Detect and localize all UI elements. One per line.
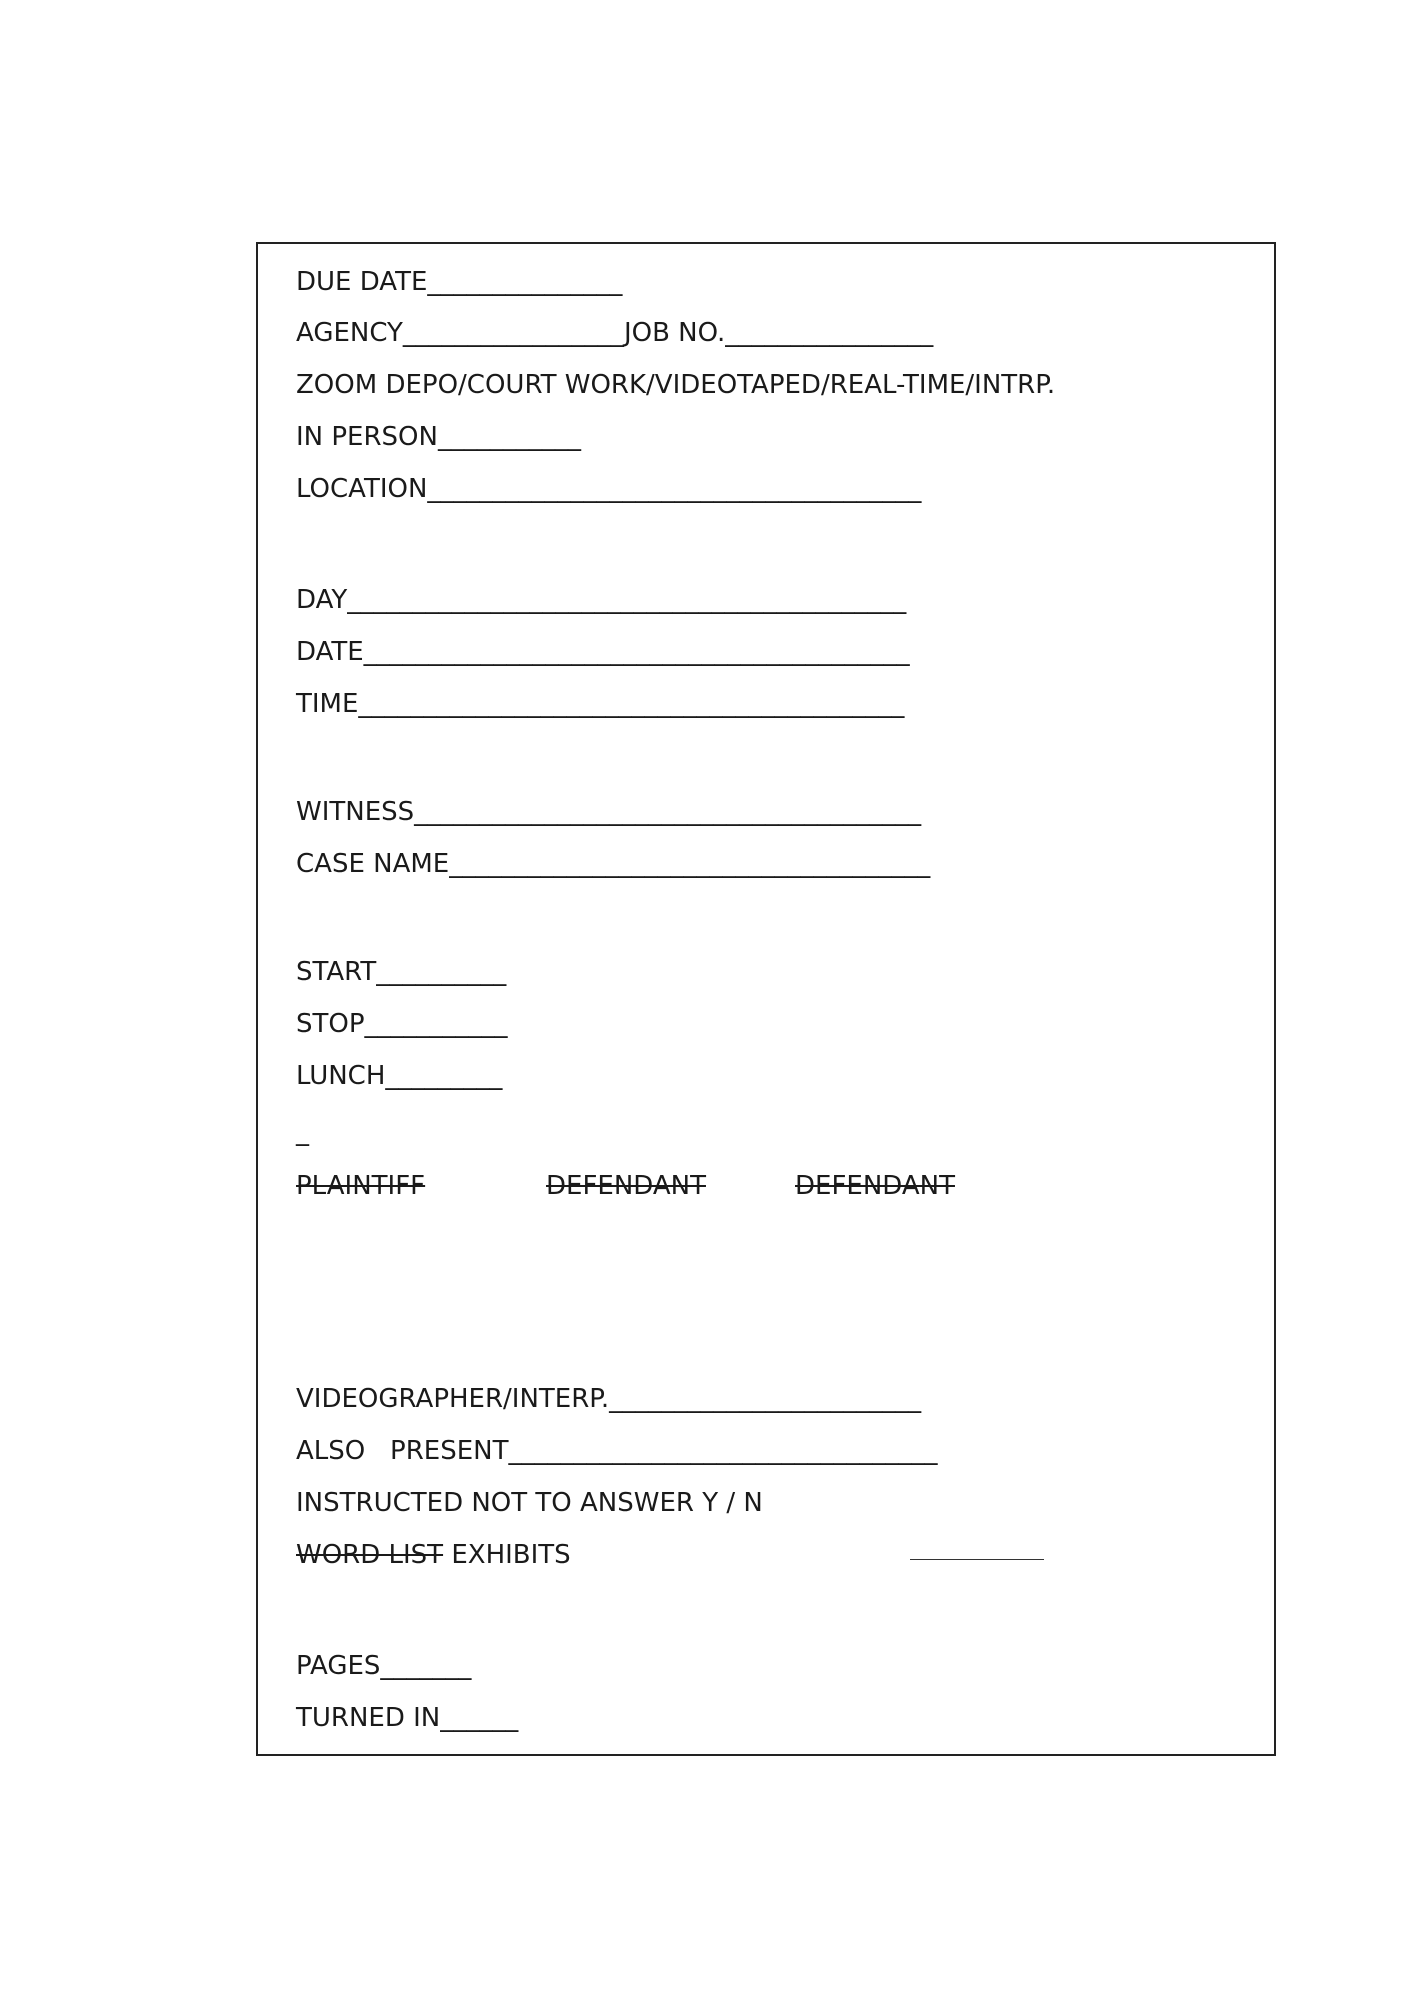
word-list-exhibits-line [296,1539,571,1571]
word-list-label: WORD LIST [296,1540,444,1570]
case-name-field[interactable]: CASE NAME_____________________________________ [296,849,931,879]
agency-label: AGENCY_________________ [296,318,624,348]
agency-field[interactable] [296,317,933,349]
lunch-field[interactable]: LUNCH_________ [296,1061,503,1091]
pages-field[interactable]: PAGES_______ [296,1651,472,1681]
job-no-field[interactable]: JOB NO.________________ [623,318,934,348]
exhibits-blank-line[interactable] [910,1559,1044,1560]
exhibits-label: EXHIBITS [451,1540,571,1570]
day-field[interactable]: DAY___________________________________________ [296,585,907,615]
videographer-field[interactable]: VIDEOGRAPHER/INTERP.________________________ [296,1384,922,1414]
witness-field[interactable]: WITNESS_______________________________________ [296,797,922,827]
party-defendant-2[interactable]: DEFENDANT [795,1171,955,1201]
also-present-field[interactable] [296,1435,937,1467]
in-person-field[interactable]: IN PERSON___________ [296,422,581,452]
due-date-field[interactable]: DUE DATE_______________ [296,267,623,297]
location-field[interactable]: LOCATION______________________________________ [296,474,922,504]
dash-mark: _ [296,1117,309,1147]
instructed-not-to-answer[interactable]: INSTRUCTED NOT TO ANSWER Y / N [296,1488,763,1518]
time-field[interactable]: TIME__________________________________________ [296,689,905,719]
start-field[interactable]: START__________ [296,957,507,987]
also-label: ALSO [296,1436,366,1466]
turned-in-field[interactable]: TURNED IN______ [296,1703,519,1733]
party-plaintiff[interactable]: PLAINTIFF [296,1171,426,1201]
form-border [256,242,1276,1756]
party-defendant-1[interactable]: DEFENDANT [546,1171,706,1201]
present-field[interactable]: PRESENT_________________________________ [390,1436,938,1466]
date-field[interactable]: DATE__________________________________________ [296,637,910,667]
stop-field[interactable]: STOP___________ [296,1009,508,1039]
service-types-line: ZOOM DEPO/COURT WORK/VIDEOTAPED/REAL-TIME/INTRP. [296,370,1056,400]
